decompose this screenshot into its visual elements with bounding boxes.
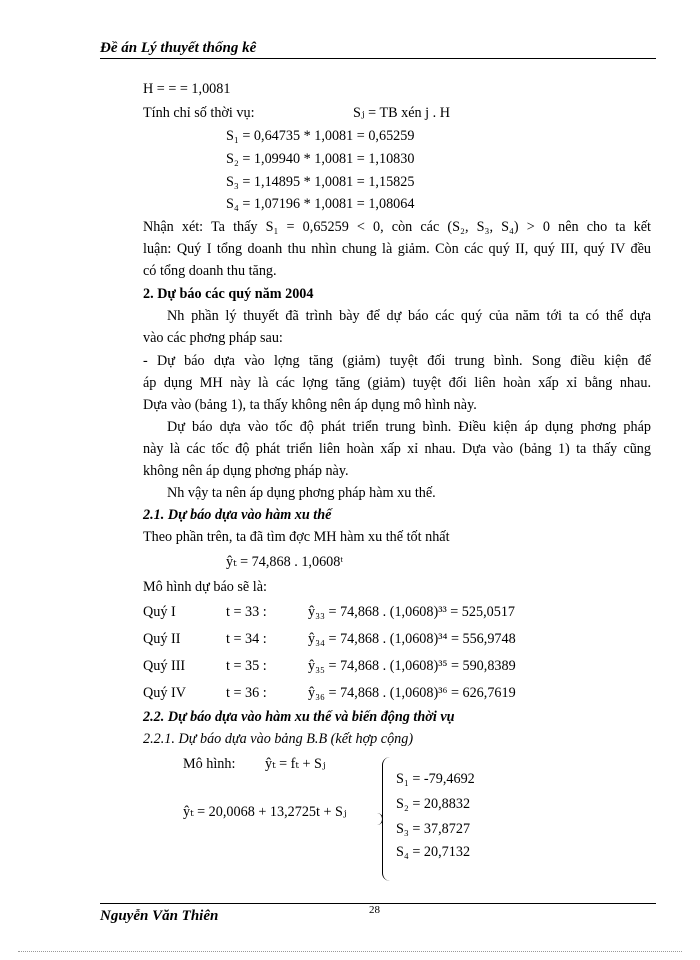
- seasonal-s2: S₂ = 20,8832: [396, 796, 471, 812]
- seasonal-s1: S₁ = -79,4692: [396, 771, 475, 787]
- header-rule: [100, 58, 656, 59]
- season-label: Tính chỉ số thời vụ:: [143, 105, 255, 121]
- section-2-2-1-title: 2.2.1. Dự báo dựa vào bảng B.B (kết hợp cộng): [143, 731, 414, 747]
- quarter-forecast: ŷ₃₆ = 74,868 . (1,0608)³⁶ = 626,7619: [308, 685, 516, 701]
- s-formula: Sⱼ = TB xén j . H: [353, 105, 451, 121]
- quarter-t: t = 34 :: [226, 631, 267, 647]
- s4-calc: S₄ = 1,07196 * 1,0081 = 1,08064: [226, 196, 415, 212]
- para5: Theo phần trên, ta đã tìm đợc MH hàm xu thế tốt nhất: [143, 529, 450, 545]
- para2-line3: Dựa vào (bảng 1), ta thấy không nên áp dụng mô hình này.: [143, 397, 477, 413]
- quarter-forecast: ŷ₃₃ = 74,868 . (1,0608)³³ = 525,0517: [308, 604, 516, 620]
- remark-line-2: luận: Quý I tổng doanh thu nhìn chung là giảm. Còn các quý II, quý III, quý IV đều: [143, 241, 651, 257]
- quarter-forecast: ŷ₃₅ = 74,868 . (1,0608)³⁵ = 590,8389: [308, 658, 516, 674]
- page-header: Đề án Lý thuyết thống kê: [100, 40, 257, 56]
- quarter-label: Quý II: [143, 631, 181, 647]
- seasonal-s3: S₃ = 37,8727: [396, 821, 471, 837]
- para2-line2: áp dụng MH này là các lợng tăng (giảm) tuyệt đối liên hoàn xấp xỉ bằng nhau.: [143, 375, 651, 391]
- quarter-t: t = 36 :: [226, 685, 267, 701]
- quarter-t: t = 35 :: [226, 658, 267, 674]
- remark-line-3: có tổng doanh thu tăng.: [143, 263, 277, 279]
- combined-model-equation: ŷₜ = fₜ + Sⱼ: [265, 756, 326, 772]
- s2-calc: S₂ = 1,09940 * 1,0081 = 1,10830: [226, 151, 415, 167]
- h-calc: H = = = 1,0081: [143, 81, 231, 97]
- s3-calc: S₃ = 1,14895 * 1,0081 = 1,15825: [226, 174, 415, 190]
- quarter-label: Quý I: [143, 604, 176, 620]
- seasonal-s4: S₄ = 20,7132: [396, 844, 471, 860]
- combined-model-label: Mô hình:: [183, 756, 236, 772]
- forecast-model-label: Mô hình dự báo sẽ là:: [143, 579, 267, 595]
- trend-model-equation: ŷₜ = 74,868 . 1,0608ᵗ: [226, 554, 344, 570]
- quarter-t: t = 33 :: [226, 604, 267, 620]
- para2-line1: - Dự báo dựa vào lợng tăng (giảm) tuyệt đối trung bình. Song điều kiện để: [143, 353, 651, 369]
- para3-line2: này là các tốc độ phát triển liên hoàn xấp xỉ nhau. Dựa vào (bảng 1) ta thấy cũng: [143, 441, 651, 457]
- quarter-label: Quý III: [143, 658, 186, 674]
- quarter-forecast: ŷ₃₄ = 74,868 . (1,0608)³⁴ = 556,9748: [308, 631, 516, 647]
- para3-line3: không nên áp dụng phơng pháp này.: [143, 463, 349, 479]
- additive-equation: ŷₜ = 20,0068 + 13,2725t + Sⱼ: [183, 804, 347, 820]
- curly-brace: [382, 757, 391, 881]
- remark-line-1: Nhận xét: Ta thấy S₁ = 0,65259 < 0, còn các (S₂, S₃, S₄) > 0 nên cho ta kết: [143, 219, 651, 235]
- section-2-1-title: 2.1. Dự báo dựa vào hàm xu thế: [143, 507, 332, 523]
- para3-line1: Dự báo dựa vào tốc độ phát triển trung bình. Điều kiện áp dụng phơng pháp: [167, 419, 651, 435]
- section-2-title: 2. Dự báo các quý năm 2004: [143, 286, 314, 302]
- quarter-label: Quý IV: [143, 685, 186, 701]
- para1-line1: Nh phần lý thuyết đã trình bày để dự báo các quý của năm tới ta có thể dựa: [167, 308, 651, 324]
- page-break-line: [18, 951, 682, 952]
- para4: Nh vậy ta nên áp dụng phơng pháp hàm xu thế.: [167, 485, 436, 501]
- s1-calc: S₁ = 0,64735 * 1,0081 = 0,65259: [226, 128, 415, 144]
- footer-author: Nguyễn Văn Thiên: [100, 908, 219, 924]
- section-2-2-title: 2.2. Dự báo dựa vào hàm xu thế và biến động thời vụ: [143, 709, 455, 725]
- para1-line2: vào các phơng pháp sau:: [143, 330, 283, 346]
- page-number: 28: [369, 904, 380, 916]
